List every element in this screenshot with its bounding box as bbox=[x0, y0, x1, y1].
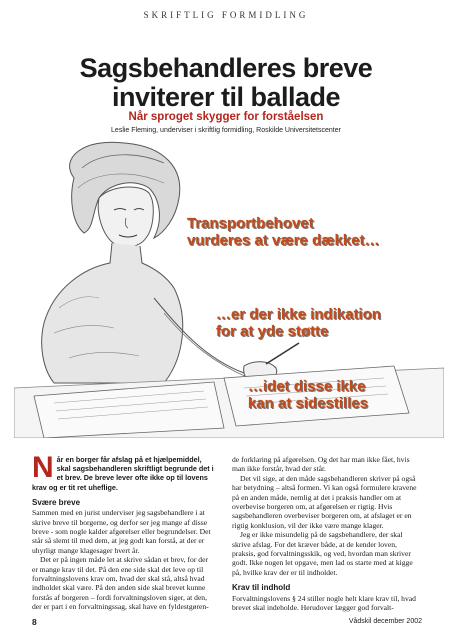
body-paragraph: Forvaltningslovens § 24 stiller nogle helt klare krav til, hvad brevet skal indeholde. Herudover lægger god forvalt- bbox=[232, 593, 416, 613]
section-kicker: SKRIFTLIG FORMIDLING bbox=[143, 10, 309, 20]
callout-indikation bbox=[216, 306, 436, 340]
article-byline: Leslie Fleming, underviser i skriftlig formidling, Roskilde Universitetscenter bbox=[111, 127, 341, 134]
body-paragraph: Jeg er ikke misundelig på de sagsbehandlere, der skal skrive afslag. For det kræver både, at de kender loven, praksis, god forvaltningsskik, og ved, hvordan man skriver godt. Ikke nogen let opgave, men lad os starte med at kigge på, hvilke krav der er til indholdet. bbox=[232, 530, 413, 577]
callout-sidestilles bbox=[248, 378, 438, 412]
article-subhead: Når sproget skygger for forståelsen bbox=[128, 111, 324, 123]
callout-1-line-2: vurderes at være dækket… bbox=[187, 232, 380, 249]
dropcap: N bbox=[32, 451, 54, 484]
headline-line-2: inviterer til ballade bbox=[111, 82, 341, 112]
body-paragraph: Sammen med en jurist underviser jeg sagsbehandlere i at skrive breve til borgerne, og derfor ser jeg mange af disse breve - som nogle kalder afgørelser eller begrundelser. Det står så slemt til med dem, at jeg godt kan forstå, at der er uhyrligt mange klagesager hvert år. bbox=[32, 508, 211, 555]
callout-3-line-2: kan at sidestilles bbox=[248, 395, 369, 412]
callout-transport bbox=[187, 215, 417, 249]
body-paragraph: Det vil sige, at den måde sagsbehandleren skriver på også har betydning – altså formen. Vi kan også formulere kravene på en anden måde, nemlig at det i praksis handler om at overbevise borgeren om, at afgørelsen er rigtig. Hvis sagsbehandleren overbeviser borgeren om, at afslaget er en rigtig konklusion, vil der ikke være mange klager. bbox=[232, 473, 417, 530]
publication-footer: Vådskil december 2002 bbox=[348, 618, 422, 625]
article-headline bbox=[40, 54, 412, 112]
lead-paragraph bbox=[32, 451, 214, 492]
callout-1-line-1: Transportbehovet bbox=[187, 215, 314, 232]
body-column-left bbox=[32, 451, 214, 612]
body-paragraph: Det er på ingen måde let at skrive sådan et brev, for der er mange krav til det. På den ene side skal det leve op til forvaltningslovens krav om, hvad der skal stå, altså hvad indholdet skal være. På den anden side skal brevet kunne forstås af borgeren – fordi forvaltningsloven siger, at den, der er part i en forvaltningssag, skal have en fyldestgøren- bbox=[32, 555, 209, 612]
body-paragraph: de forklaring på afgørelsen. Og det har man ikke fået, hvis man ikke forstår, hvad der står. bbox=[232, 455, 410, 474]
section-heading-svaere-breve: Svære breve bbox=[32, 497, 81, 507]
page-number: 8 bbox=[32, 617, 37, 627]
callout-2-line-2: for at yde støtte bbox=[216, 323, 329, 340]
headline-line-1: Sagsbehandleres breve bbox=[79, 53, 373, 83]
section-heading-krav-til-indhold: Krav til indhold bbox=[232, 583, 291, 593]
lead-text: år en borger får afslag på et hjælpemiddel, skal sagsbehandleren skriftligt begrunde det i et brev. De breve lever ofte ikke op til lovens krav og er tit ret uheflige. bbox=[32, 455, 214, 492]
body-column-right bbox=[232, 455, 422, 613]
callout-3-line-1: …idet disse ikke bbox=[248, 378, 366, 395]
callout-2-line-1: …er der ikke indikation bbox=[216, 306, 382, 323]
